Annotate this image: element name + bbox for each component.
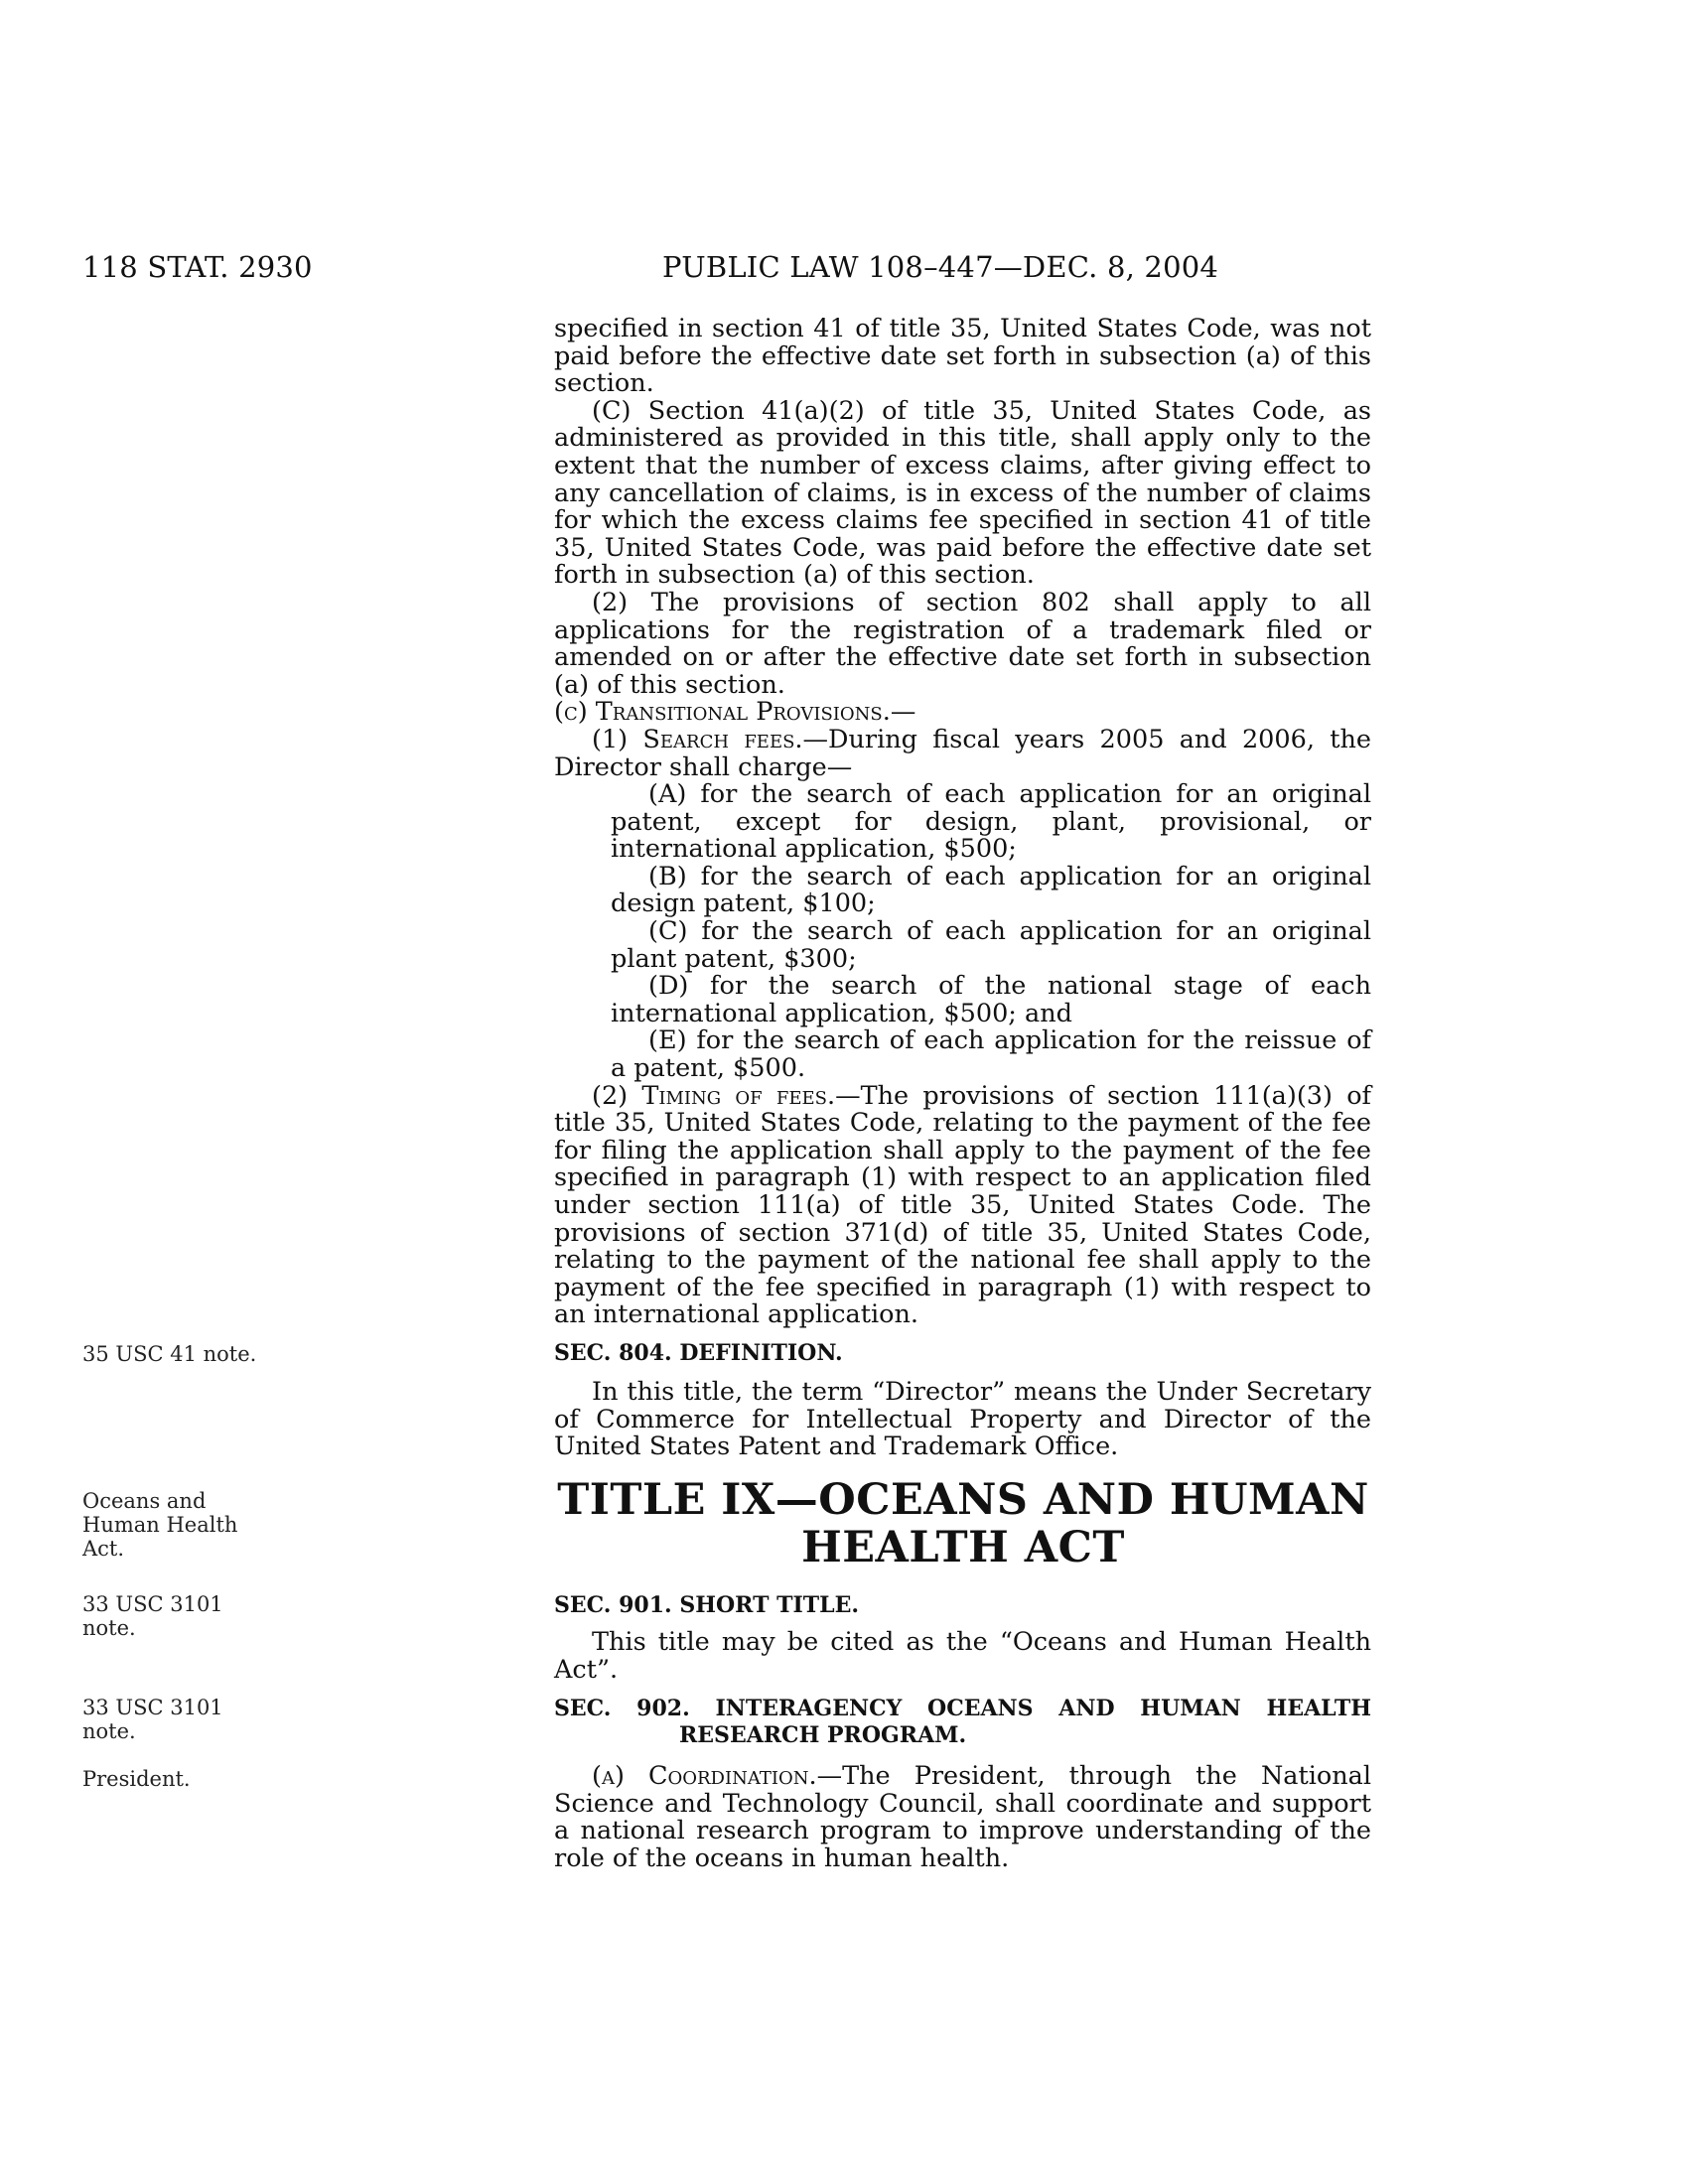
item-C: (C) for the search of each application for an original plant patent, $300; [611,916,1371,974]
margin-note-line: 33 USC 3101 [82,1592,223,1616]
section-803-continuation [554,316,1371,1329]
subsection-c-label: (c) Transitional Provisions.— [554,697,916,728]
coordination-label: (a) Coordination. [592,1761,817,1791]
section-902-subsection-a [554,1763,1371,1872]
paragraph: specified in section 41 of title 35, United States Code, was not paid before the effective date set forth in subsection (a) of this section. [554,314,1371,399]
section-804-text: In this title, the term “Director” means the Under Secretary of Commerce for Intellectual Property and Director of the United States Patent and Trademark Office. [554,1377,1371,1462]
section-901-text: This title may be cited as the “Oceans and Human Health Act”. [554,1627,1371,1685]
subsection-c-heading [554,699,1371,727]
search-fees-label: (1) Search fees. [592,724,803,754]
section-901-heading: SEC. 901. SHORT TITLE. [554,1592,860,1618]
page-stat-citation: 118 STAT. 2930 [82,250,313,284]
item-B: (B) for the search of each application for an original design patent, $100; [611,861,1371,919]
section-901 [554,1592,1371,1684]
section-804-heading: SEC. 804. DEFINITION. [554,1340,843,1366]
section-902 [554,1696,1371,1872]
paragraph-timing-of-fees [554,1080,1371,1330]
timing-of-fees-label: (2) Timing of fees. [592,1080,836,1111]
search-fees-text: —During fiscal years 2005 and 2006, the Director shall charge— [554,724,1371,782]
margin-note-line: 33 USC 3101 [82,1696,223,1719]
section-902-heading: SEC. 902. INTERAGENCY OCEANS AND HUMAN HEALTH RESEARCH PROGRAM. [554,1696,1371,1748]
margin-note-oceans-act [82,1489,261,1561]
margin-note-line: note. [82,1719,136,1743]
margin-note-line: note. [82,1616,136,1640]
margin-note-line: Human Health [82,1513,238,1537]
item-A: (A) for the search of each application for an original patent, except for design, plant, provisional, or international application, $500; [611,779,1371,865]
title-line-2: HEALTH ACT [801,1523,1125,1572]
timing-of-fees-text: —The provisions of section 111(a)(3) of title 35, United States Code, relating to the payment of the fee for filing the application shall apply to the payment of the fee specified in paragraph (1) with respect to an application filed under section 111(a) of title 35, United States Code. The provisions of section 371(d) of title 35, United States Code, relating to the payment of the national fee shall apply to the payment of the fee specified in paragraph (1) with respect to an international application. [554,1080,1371,1330]
margin-note-33-usc-3101-b [82,1696,261,1743]
section-804 [554,1340,1371,1461]
running-head-law: PUBLIC LAW 108–447—DEC. 8, 2004 [662,250,1219,284]
item-E: (E) for the search of each application for the reissue of a patent, $500. [611,1025,1371,1084]
title-ix-heading [556,1476,1370,1571]
item-D: (D) for the search of the national stage of each international application, $500; and [611,971,1371,1028]
margin-note-line: Act. [82,1537,125,1561]
coordination-text: —The President, through the National Science and Technology Council, shall coordinate and support a national research program to improve understanding of the role of the oceans in human health. [554,1761,1371,1873]
margin-note-35-usc-41: 35 USC 41 note. [82,1342,257,1366]
margin-note-line: Oceans and [82,1489,207,1513]
margin-note-president: President. [82,1767,191,1791]
paragraph-2: (2) The provisions of section 802 shall apply to all applications for the registration of a trademark filed or amended on or after the effective date set forth in subsection (a) of this section. [554,587,1371,700]
margin-note-33-usc-3101 [82,1592,261,1640]
paragraph-C: (C) Section 41(a)(2) of title 35, United States Code, as administered as provided in this title, shall apply only to the extent that the number of excess claims, after giving effect to any cancellation of claims, is in excess of the number of claims for which the excess claims fee specified in section 41 of title 35, United States Code, was paid before the effective date set forth in subsection (a) of this section. [554,395,1371,591]
paragraph-search-fees [554,724,1371,782]
title-line-1: TITLE IX—OCEANS AND HUMAN [557,1475,1369,1525]
